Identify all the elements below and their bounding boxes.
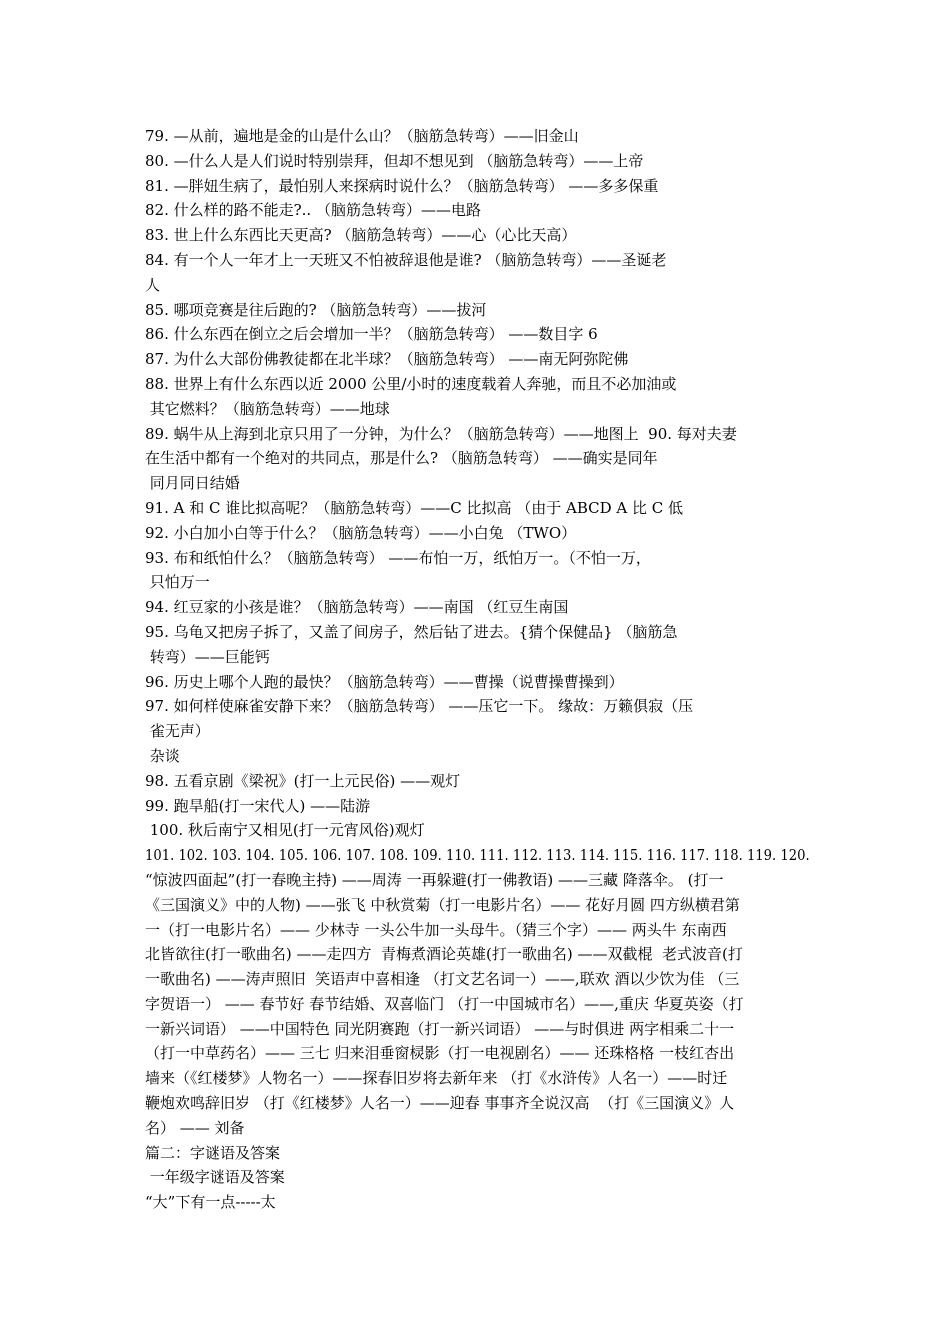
text-line: 98. 五看京剧《梁祝》(打一上元民俗) ——观灯 [145,771,461,790]
text-line: 名） —— 刘备 [145,1118,245,1137]
text-line: 同月同日结婚 [145,474,240,493]
section-heading: 篇二：字谜语及答案 [145,1143,281,1162]
text-line: “惊波四面起”(打一春晚主持) ——周涛 一再躲避(打一佛教语) ——三藏 降落伞。 (打一 [145,870,724,889]
text-line: 人 [145,275,161,294]
text-line: 84. 有一个人一年才上一天班又不怕被辞退他是谁? （脑筋急转弯）——圣诞老 [145,250,667,269]
text-line: 101. 102. 103. 104. 105. 106. 107. 108. 109. 110. 111. 112. 113. 114. 115. 116. 117. 118. 119. 120. [145,846,810,865]
text-line: 92. 小白加小白等于什么？（脑筋急转弯）——小白兔 （TWO） [145,523,577,542]
text-line: 只怕万一 [145,573,210,592]
text-line: 82. 什么样的路不能走?.. （脑筋急转弯）——电路 [145,201,481,220]
text-line: 杂谈 [145,746,180,765]
text-line: 北皆欲往(打一歌曲名) ——走四方 青梅煮酒论英雄(打一歌曲名) ——双截棍 老式波音(打 [145,945,743,964]
text-line: 93. 布和纸怕什么？（脑筋急转弯） ——布怕一万，纸怕万一。（不怕一万， [145,548,651,567]
text-line: 墙来（《红楼梦》人物名一）——探春旧岁将去新年来 （打《水浒传》人名一）——时迁 [145,1069,728,1088]
text-line: 一（打一电影片名）—— 少林寺 一头公牛加一头母牛。（猜三个字）—— 两头牛 东南西 [145,920,727,939]
text-line: 100. 秋后南宁又相见(打一元宵风俗)观灯 [145,821,425,840]
text-line: 97. 如何样使麻雀安静下来？（脑筋急转弯） ——压它一下。 缘故：万籁俱寂（压 [145,697,694,716]
text-line: 96. 历史上哪个人跑的最快？（脑筋急转弯）——曹操（说曹操曹操到） [145,672,624,691]
document-body [145,124,810,1215]
text-line: 在生活中都有一个绝对的共同点，那是什么? （脑筋急转弯） ——确实是同年 [145,449,658,468]
text-line: 87. 为什么大部份佛教徒都在北半球？（脑筋急转弯） ——南无阿弥陀佛 [145,350,629,369]
text-line: 83. 世上什么东西比天更高? （脑筋急转弯）——心（心比天高） [145,226,577,245]
text-line: 91. A 和 C 谁比拟高呢？（脑筋急转弯）——C 比拟高 （由于 ABCD A 比 C 低 [145,498,684,517]
text-line: 鞭炮欢鸣辞旧岁 （打《红楼梦》人名一）——迎春 事事齐全说汉高 （打《三国演义》人 [145,1094,735,1113]
text-line: 一歌曲名) ——涛声照旧 笑语声中喜相逢 （打文艺名词一）——,联欢 酒以少饮为佳 （三 [145,970,740,989]
text-line: 《三国演义》中的人物) ——张飞 中秋赏菊（打一电影片名）—— 花好月圆 四方纵横君第 [145,895,740,914]
text-line: 99. 跑旱船(打一宋代人) ——陆游 [145,796,371,815]
text-line: 其它燃料？（脑筋急转弯）——地球 [145,399,390,418]
text-line: 95. 乌龟又把房子拆了，又盖了间房子，然后钻了进去。{猜个保健品} （脑筋急 [145,622,678,641]
text-line: （打一中草药名）—— 三七 归来泪垂窗棂影（打一电视剧名）—— 还珠格格 一枝红杏出 [145,1044,735,1063]
text-line: 85. 哪项竞赛是往后跑的? （脑筋急转弯）——拔河 [145,300,487,319]
text-line: 94. 红豆家的小孩是谁？（脑筋急转弯）——南国 （红豆生南国 [145,598,569,617]
text-line: 88. 世界上有什么东西以近 2000 公里/小时的速度载着人奔驰，而且不必加油或 [145,374,677,393]
text-line: 86. 什么东西在倒立之后会增加一半？（脑筋急转弯） ——数目字 6 [145,325,598,344]
text-line: 一年级字谜语及答案 [145,1168,285,1187]
text-line: 79. —从前，遍地是金的山是什么山？（脑筋急转弯）——旧金山 [145,127,579,145]
text-line: 一新兴词语） ——中国特色 同光阴赛跑（打一新兴词语） ——与时俱进 两字相乘二十一 [145,1019,735,1038]
text-line: 转弯）——巨能钙 [145,647,270,666]
text-line: “大”下有一点-----太 [145,1193,276,1212]
text-line: 字贺语一） —— 春节好 春节结婚、双喜临门 （打一中国城市名）——,重庆 华夏英姿（打 [145,994,744,1013]
text-line: 雀无声） [145,722,210,741]
text-line: 81. —胖妞生病了，最怕别人来探病时说什么？（脑筋急转弯） ——多多保重 [145,176,659,195]
text-line: 80. —什么人是人们说时特别崇拜，但却不想见到 （脑筋急转弯）——上帝 [145,151,644,170]
text-line: 89. 蜗牛从上海到北京只用了一分钟，为什么？（脑筋急转弯）——地图上 90. 每对夫妻 [145,424,737,443]
